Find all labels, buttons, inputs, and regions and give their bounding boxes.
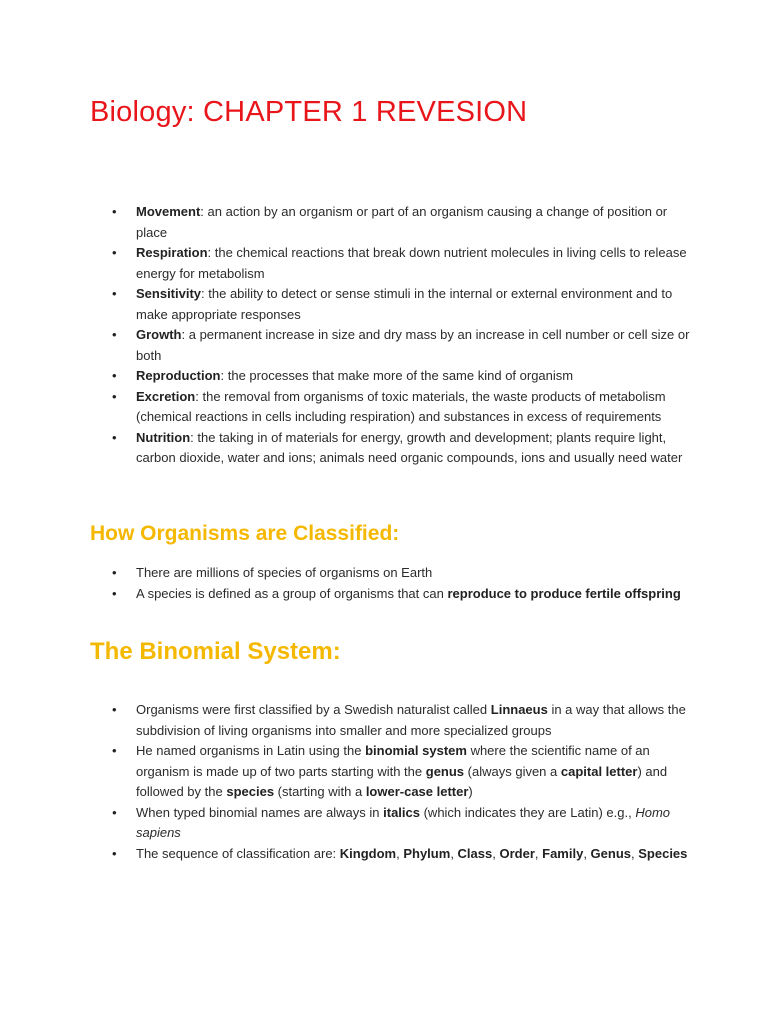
rank-phylum: Phylum (403, 845, 451, 861)
term: Nutrition (136, 429, 191, 445)
text: ) and followed by the (136, 763, 668, 799)
list-item (90, 202, 690, 243)
term: Movement (136, 204, 201, 219)
emphasis: binomial system (365, 743, 467, 758)
rank-kingdom: Kingdom (339, 845, 397, 861)
text: Organisms were first classified by a Swedish naturalist called (136, 702, 491, 717)
rank-order: Order (499, 845, 535, 861)
term: Respiration (136, 245, 208, 260)
definition: : the chemical reactions that break down nutrient molecules in living cells to release energy for metabolism (136, 245, 687, 281)
list-item (90, 803, 690, 844)
term: Growth (136, 327, 182, 342)
document-title: Biology: CHAPTER 1 REVESION (90, 96, 528, 128)
term: Reproduction (136, 368, 221, 383)
bullet-icon: • (112, 368, 117, 383)
emphasis: capital letter (560, 763, 638, 779)
text: (which indicates they are Latin) e.g., (419, 804, 636, 820)
definition: : the removal from organisms of toxic materials, the waste products of metabolism (chemical reactions in cells including respiration) and substances in excess of requirements (136, 388, 666, 424)
bullet-icon: • (112, 702, 117, 717)
emphasis: reproduce to produce fertile offspring (447, 585, 681, 601)
classified-list (90, 563, 690, 604)
separator: , (631, 845, 639, 861)
rank-class: Class (457, 845, 493, 861)
bullet-icon: • (112, 245, 117, 260)
bullet-icon: • (112, 429, 117, 445)
list-item (90, 741, 690, 803)
bullet-icon: • (112, 565, 117, 580)
bullet-icon: • (112, 585, 117, 601)
bullet-icon: • (112, 388, 117, 404)
bullet-icon: • (112, 286, 117, 301)
list-item (90, 844, 690, 865)
list-item (90, 284, 690, 325)
text: (always given a (464, 763, 561, 779)
bullet-icon: • (112, 327, 117, 342)
term: Sensitivity (136, 286, 202, 301)
definition: : the processes that make more of the same kind of organism (220, 368, 574, 383)
list-item (90, 325, 690, 366)
definition: : an action by an organism or part of an organism causing a change of position or place (136, 204, 668, 240)
emphasis: lower-case letter (365, 784, 469, 799)
definition: : a permanent increase in size and dry mass by an increase in cell number or cell size or both (136, 327, 690, 363)
separator: , (492, 845, 500, 861)
text: When typed binomial names are always in (136, 804, 384, 820)
list-item (90, 700, 690, 741)
bullet-icon: • (112, 743, 117, 758)
separator: , (450, 845, 458, 861)
separator: , (534, 845, 543, 861)
separator: , (396, 845, 404, 861)
list-item-text: A species is defined as a group of organisms that can (136, 585, 448, 601)
emphasis: Linnaeus (490, 702, 548, 717)
text: in a way that allows the subdivision of living organisms into smaller and more specialized groups (136, 702, 686, 738)
text: where the scientific name of an organism is made up of two parts starting with the (136, 743, 650, 779)
separator: , (583, 845, 591, 861)
text: He named organisms in Latin using the (136, 743, 366, 758)
section-heading-binomial: The Binomial System: (90, 638, 341, 665)
list-item (90, 366, 690, 387)
text: The sequence of classification are: (136, 845, 340, 861)
emphasis: italics (383, 804, 420, 820)
definition: : the ability to detect or sense stimuli in the internal or external environment and to make appropriate responses (136, 286, 673, 322)
text: (starting with a (274, 784, 366, 799)
list-item (90, 584, 690, 605)
rank-family: Family (542, 845, 584, 861)
term: Excretion (136, 388, 196, 404)
bullet-icon: • (112, 845, 117, 861)
emphasis: species (226, 784, 275, 799)
definition: : the taking in of materials for energy, growth and development; plants require light, carbon dioxide, water and ions; animals need organic compounds, ions and usually need water (136, 429, 683, 465)
characteristics-list (90, 202, 690, 469)
rank-genus: Genus (590, 845, 632, 861)
example-binomial-name: Homo sapiens (136, 804, 671, 840)
section-heading-classified: How Organisms are Classified: (90, 522, 400, 545)
emphasis: genus (425, 763, 465, 779)
text: ) (468, 784, 473, 799)
list-item (90, 563, 690, 584)
bullet-icon: • (112, 204, 117, 219)
rank-species: Species (638, 845, 688, 861)
binomial-list (90, 700, 690, 864)
list-item (90, 387, 690, 428)
list-item (90, 428, 690, 469)
bullet-icon: • (112, 804, 117, 820)
list-item (90, 243, 690, 284)
list-item-text: There are millions of species of organisms on Earth (136, 565, 433, 580)
